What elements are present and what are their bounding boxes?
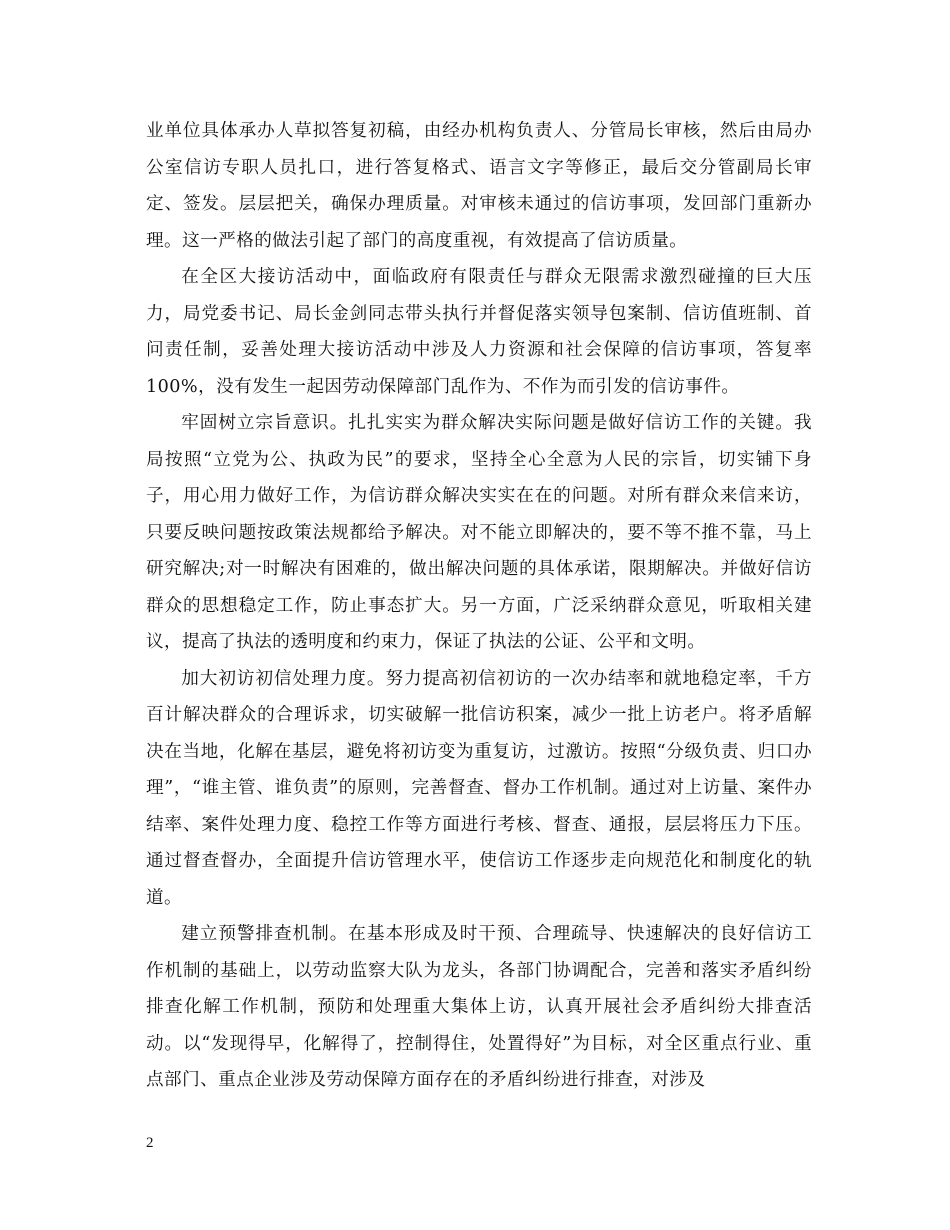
paragraph-continuation: 业单位具体承办人草拟答复初稿，由经办机构负责人、分管局长审核，然后由局办公室信访专职人员扎口，进行答复格式、语言文字等修正，最后交分管副局长审定、签发。层层把关，确保办理质量。对审核未通过的信访事项，发回部门重新办理。这一严格的做法引起了部门的高度重视，有效提高了信访质量。 <box>146 121 812 251</box>
paragraph-service-purpose: 牢固树立宗旨意识。扎扎实实为群众解决实际问题是做好信访工作的关键。我局按照“立党为公、执政为民”的要求，坚持全心全意为人民的宗旨，切实铺下身子，用心用力做好工作，为信访群众解决实实在在的问题。对所有群众来信来访，只要反映问题按政策法规都给予解决。对不能立即解决的，要不等不推不靠，马上研究解决;对一时解决有困难的，做出解决问题的具体承诺，限期解决。并做好信访群众的思想稳定工作，防止事态扩大。另一方面，广泛采纳群众意见，听取相关建议，提高了执法的透明度和约束力，保证了执法的公证、公平和文明。 <box>146 413 812 652</box>
paragraph-initial-petitions: 加大初访初信处理力度。努力提高初信初访的一次办结率和就地稳定率，千方百计解决群众的合理诉求，切实破解一批信访积案，减少一批上访老户。将矛盾解决在当地，化解在基层，避免将初访变为重复访，过激访。按照“分级负责、归口办理”，“谁主管、谁负责”的原则，完善督查、督办工作机制。通过对上访量、案件办结率、案件处理力度、稳控工作等方面进行考核、督查、通报，层层将压力下压。通过督查督办，全面提升信访管理水平，使信访工作逐步走向规范化和制度化的轨道。 <box>146 668 812 908</box>
paragraph-early-warning: 建立预警排查机制。在基本形成及时干预、合理疏导、快速解决的良好信访工作机制的基础上，以劳动监察大队为龙头，各部门协调配合，完善和落实矛盾纠纷排查化解工作机制，预防和处理重大集体上访，认真开展社会矛盾纠纷大排查活动。以“发现得早，化解得了，控制得住，处置得好”为目标，对全区重点行业、重点部门、重点企业涉及劳动保障方面存在的矛盾纠纷进行排查，对涉及 <box>146 924 812 1090</box>
paragraph-reception-campaign: 在全区大接访活动中，面临政府有限责任与群众无限需求激烈碰撞的巨大压力，局党委书记、局长金剑同志带头执行并督促落实领导包案制、信访值班制、首问责任制，妥善处理大接访活动中涉及人力资源和社会保障的信访事项，答复率100%，没有发生一起因劳动保障部门乱作为、不作为而引发的信访事件。 <box>146 267 812 397</box>
page-number: 2 <box>146 1135 154 1151</box>
document-body <box>146 113 812 1099</box>
